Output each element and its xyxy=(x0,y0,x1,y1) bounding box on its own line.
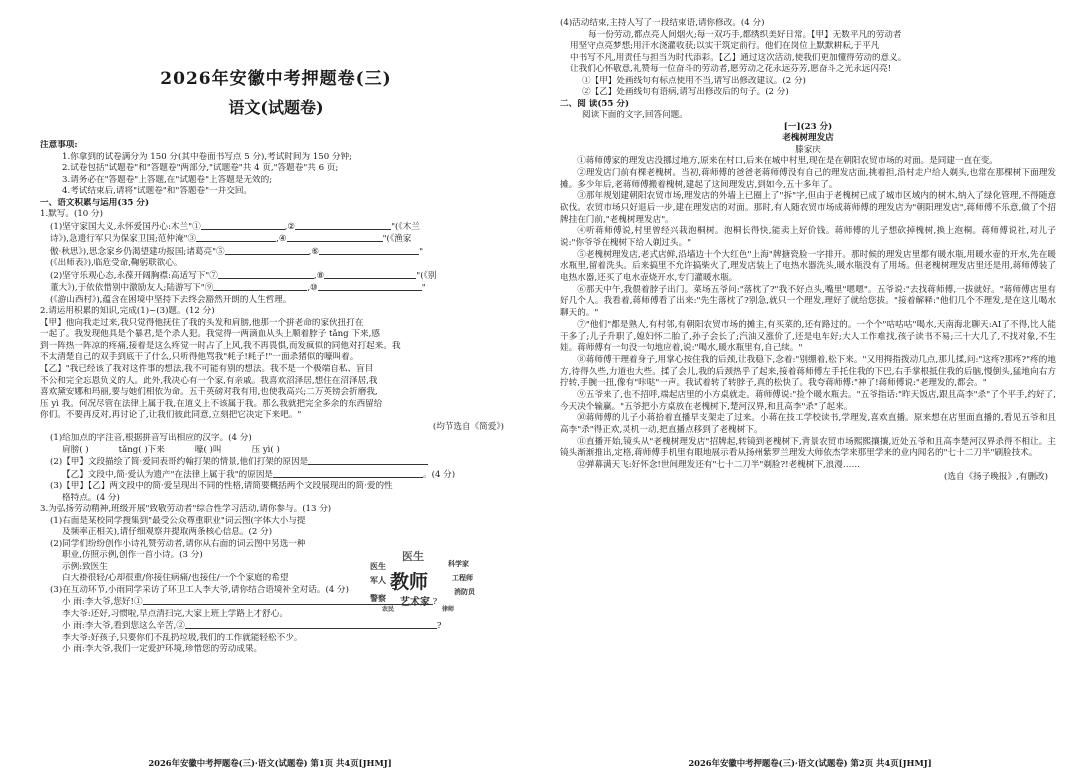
article-author: 滕家庆 xyxy=(795,144,821,155)
subquestion: 格特点。(4 分) xyxy=(62,492,120,503)
passage-source: (均节选自《简爱》) xyxy=(432,421,504,432)
dictation-line: 诗》),急遗行军只为保家卫国;范仲淹"③ ,④ "(《渔家 xyxy=(50,234,412,245)
dictation-line: 傲·秋思》),思念家乡仍渴望建功报国;诸葛亮"⑤ ,⑥ " xyxy=(50,246,424,257)
subquestion: ①【甲】处画线句有标点使用不当,请写出修改建议。(2 分) xyxy=(582,75,806,86)
pinyin-row: 肩膀( ) tǎng( )下来 嚎( )叫 压 yì( ) xyxy=(62,444,280,455)
word-cloud-term: 教师 xyxy=(390,571,429,593)
passage-line: 到一阵热一阵凉的疼痛,接着是这么疼觉一时占了上风,我不再畏惧,而发疯似的同他对打起来。我 xyxy=(40,340,401,351)
article-paragraph: ⑨五爷来了,也不招呼,端起店里的小方桌就走。蒋师傅说:"捡个暖水瓶去。"五爷指话:"昨天饭店,跟且高李"杀"了个平手,约好了,今天决个输赢。"五爷把小方桌放在老槐树下,楚河汉界,和且高李"杀"了起来。 xyxy=(560,389,1056,412)
example-poem: 白大褂很轻/心却很重/你接住病痛/也接住/一个个家庭的希望 xyxy=(62,573,289,584)
paper-subtitle: 语文(试题卷) xyxy=(228,97,324,117)
closing-text-line: 中书写不凡,用责任与担当为时代添彩。【乙】通过这次活动,使我们更加懂得劳动的意义。 xyxy=(570,52,907,63)
word-cloud-term: 律师 xyxy=(442,606,455,613)
reading-intro: 阅读下面的文字,回答问题。 xyxy=(582,110,688,121)
subquestion: (3)【甲】【乙】两文段中的简·爱呈现出不同的性格,请简要概括两个文段展现出的简·爱的性 xyxy=(50,481,393,492)
word-cloud-term: 消防员 xyxy=(454,588,475,596)
subquestion: 【乙】文段中,简·爱认为遗产"在法律上属于我"的原因是 。(4 分) xyxy=(62,469,456,480)
section-heading: 一、语文积累与运用(35 分) xyxy=(40,197,150,208)
passage-line: 不公和完全忘恩负义的人。此外,我决心有一个家,有亲戚。我喜欢沼泽居,想住在沼泽居,我 xyxy=(40,375,378,386)
question-heading: 1.默写。(10 分) xyxy=(40,209,103,220)
article-paragraph: ⑪直播开始,镜头从"老槐树理发店"招牌起,转镜到老槐树下,背景农贸市场熙熙攘攘,近处五爷和且高李楚河汉界杀得不相让。主镜头渐渐推出,定格,蒋师傅手机里有眼地展示看从扬州紫罗兰理发大师依杰学来那里学来的业内闻名的"七十二刀半"刷脸技术。 xyxy=(560,436,1056,459)
example-label: 示例:致医生 xyxy=(62,561,108,572)
notice-item: 2.试卷包括"试题卷"和"答题卷"两部分,"试题卷"共 4 页,"答题卷"共 6 页; xyxy=(62,163,339,174)
article-paragraph: ②理发店门前有棵老槐树。当初,蒋师傅的爸爸老蒋师傅没有自己的理发店面,挑着担,沿村走户给人剃头,也常在那棵树下面理发摊。多少年后,老蒋师傅搬着槐树,建起了这间理发店,到如今,五十多年了。 xyxy=(560,167,1056,190)
notice-item: 4.考试结束后,请将"试题卷"和"答题卷"一并交回。 xyxy=(62,186,253,197)
question-heading: 3.为弘扬劳动精神,班级开展"致敬劳动者"综合性学习活动,请你参与。(13 分) xyxy=(40,504,332,515)
word-cloud xyxy=(370,548,500,620)
article-source: (选自《扬子晚报》,有删改) xyxy=(944,471,1048,482)
passage-line: 不太清楚自己的双手到底干了什么,只听得他骂我"耗子!耗子!"一面杀猪似的嚎叫着。 xyxy=(40,352,359,363)
word-cloud-term: 科学家 xyxy=(448,560,469,568)
subquestion: (2)同学们纷纷创作小诗礼赞劳动者,请你从右面的词云图中另选一种 xyxy=(50,538,306,549)
word-cloud-term: 警察 xyxy=(370,594,386,603)
closing-text-line: 让我们心怀敬意,礼赞每一位奋斗的劳动者,愿劳动之花永远芬芳,愿奋斗之光永远闪亮! xyxy=(570,64,892,75)
page-right xyxy=(540,0,1080,777)
subquestion: (1)右面是某校同学搜集到"最受公众尊重职业"词云图(字体大小与提 xyxy=(50,515,306,526)
question-heading: 2.请运用积累的知识,完成(1)~(3)题。(12 分) xyxy=(40,306,215,317)
word-cloud-term: 军人 xyxy=(370,576,386,585)
article-paragraph: ④听蒋师傅说,村里曾经兴栽泡桐树。泡桐长得快,能卖上好价钱。蒋师傅的儿子想砍掉槐树,换上泡桐。蒋师傅说社,对儿子说:"你爷爷在槐树下给人剃过头。" xyxy=(560,226,1056,248)
passage-line: 压 yì 我。何况尽管在法律上属于我,在道义上不该属于我。那么我就把完全多余的东西留给 xyxy=(40,398,383,409)
subquestion: ②【乙】处画线句有语病,请写出修改后的句子。(2 分) xyxy=(582,87,789,98)
article-paragraph: ⑫弹幕满天飞:好怀念!世间理发还有"七十二刀半"剃脸?!老槐树下,浪漫…… xyxy=(577,460,861,471)
dictation-line: 董大》),于依依惜别中激励友人;陆游写下"⑨ ,⑩ " xyxy=(50,283,426,294)
subquestion: 职业,仿照示例,创作一首小诗。(3 分) xyxy=(62,550,203,561)
dialog-line: 小 雨:李大爷,看到您这么辛苦,② ? xyxy=(62,621,442,632)
passage-line: 喜欢黛安娜和玛丽,要与她们相依为命。五千英磅对我有用,也使我高兴;二万英镑会折磨我, xyxy=(40,387,378,398)
dialog-line: 小 雨:李大爷,我们一定爱护环境,珍惜您的劳动成果。 xyxy=(62,644,263,655)
article-paragraph: ⑥那天中午,我偎着脖子出门。菜场五爷问:"落枕了?"我不好点头,嘴里"嗯嗯"。五爷说:"去找蒋师傅,一拔就好。"蒋师傅店里有好几个人。我看着,蒋师傅看了出来:"先生落枕了?别急,就只一个理发,理好了就给您拔。"接着解释:"他们几个不理发,是在这儿喝水聊天的。" xyxy=(560,284,1056,319)
word-cloud-term: 农民 xyxy=(382,606,395,613)
closing-text-line: 用坚守点亮梦想;用汗水浇灌收获;以实干筑定前行。他们在岗位上默默耕耘,于平凡 xyxy=(570,41,880,52)
word-cloud-term: 工程师 xyxy=(452,574,473,582)
dictation-line: (2)坚守乐观心态,永葆开阔胸襟:高适写下"⑦ ,⑧ "(《别 xyxy=(50,270,437,281)
word-cloud-term: 医生 xyxy=(402,550,424,563)
article-paragraph: ⑦"他们"都是熟人,有村邻,有朝阳农贸市场的摊主,有买菜的,还有路过的。一个个"咕咕咕"喝水,天南海北聊天:AI了不得,比人能干多了;儿子升职了,媳妇怀二胎了,孙子会长了;汽油又涨价了,还是电车好;大人工作难找,孩子读书不易;三十大几了,不找对象,不生娃。蒋师傅有一句没一句地应着,说:"喝水,暖水瓶里有,自己续。" xyxy=(560,319,1056,354)
subquestion: (2)【甲】文段描绘了简·爱同表哥约翰打架的情景,他们打架的原因是 xyxy=(40,456,512,469)
passage-line: 【乙】"我已经该了我对这件事的想法,我不可能有别的想法。我不是一个极端自私、盲目 xyxy=(40,364,374,374)
notice-item: 3.请务必在"答题卷"上答题,在"试题卷"上答题是无效的; xyxy=(62,174,273,185)
dictation-line: (《游山西村》),蕴含在困境中坚持下去终会豁然开朗的人生哲理。 xyxy=(50,294,292,305)
dictation-line: (1)坚守家国大义,永怀爱国丹心:木兰"① ,② "(《木兰 xyxy=(50,221,420,232)
notice-item: 1.你拿到的试卷满分为 150 分(其中卷面书写点 5 分),考试时间为 150 分钟; xyxy=(62,151,353,162)
article-paragraph: ③那年规划建朝阳农贸市场,理发店的外墙上已圈上了"拆"字,但由于老槐树已成了城市区域内的树木,纳入了绿化管理,不得随意砍伐。农贸市场只好退后一步,建在理发店的对面。那时,有人随农贸市场成蒋师傅的理发店为"朝阳理发店",蒋师傅不乐意,做了个招牌挂在门前,"老槐树理发店"。 xyxy=(560,191,1056,225)
subquestion: (1)给加点的字注音,根据拼音写出相应的汉字。(4 分) xyxy=(50,433,252,444)
article-paragraph: ①蒋师傅家的理发店没挪过地方,原来在村口,后来在城中村里,现在是在朝阳农贸市场的对面。是同建一直在变。 xyxy=(577,156,998,167)
page-footer-left: 2026年安徽中考押题卷(三)·语文(试题卷) 第1页 共4页[JHMJ] xyxy=(148,757,392,768)
dialog-line: 李大爷:还好,习惯啦,早点清扫完,大家上班上学路上才舒心。 xyxy=(62,608,288,619)
article-paragraph: ⑤老槐树理发店,老式店鲜,沿墙边十个大红色"上海"牌搪瓷脸一字排开。那时候的理发店里都有暖水瓶,用暖水壶的开水,先在暖水瓶里,留着洗头。后来搞里不允许搞柴火了,理发店装上了电热水器洗头,暖水瓶没有了用场。但老槐树理发店里还是用,蒋师傅装了电热水器,还买了电水壶烧开水,专门灌暖水瓶。 xyxy=(560,249,1056,284)
section-heading: 二、阅 读(55 分) xyxy=(560,98,630,109)
dialog-line: 李大爷:好孩子,只要你们不乱扔垃圾,我们的工作就能轻松不少。 xyxy=(62,632,303,643)
notice-heading: 注意事项: xyxy=(40,140,78,151)
article-paragraph: ⑧蒋师傅干理着身子,用掌心按住我的后颈,让我稳下,念着:"别绷着,松下来。"又用拇指拨动几点,那儿揉,问:"这疼?那疼?"疼的地方,待得久些,力道也大些。揉了会儿,我的后颈热乎了起来,接着蒋师傅左手托住我的下巴,右手掌根抵住我的后脑,慢倒头,猛地向右方拧转,手腕一扭,像有"咔哒"一声。我试着转了转脖子,真的松快了。我夸蒋师傅:"神了!蒋师傅说:"老理发的,都会。" xyxy=(560,354,1056,389)
paper-title: 2026年安徽中考押题卷(三) xyxy=(160,69,392,89)
part-label: [一](23 分) xyxy=(783,121,833,132)
passage-line: 你们。不要再反对,再讨论了,让我们彼此同意,立刻把它决定下来吧。" xyxy=(40,410,302,421)
word-cloud-term: 医生 xyxy=(370,562,386,571)
subquestion: (3)在互动环节,小雨同学采访了环卫工人李大爷,请你结合语境补全对话。(4 分) xyxy=(50,584,349,595)
closing-text-line: 每一份劳动,都点亮人间烟火;每一双巧手,都绣织美好日常。【甲】无数平凡的劳动者 xyxy=(588,29,902,40)
dialog-line: 小 雨:李大爷,您好!① ? xyxy=(62,597,438,608)
subquestion: (4)活动结束,主持人写了一段结束语,请你修改。(4 分) xyxy=(560,18,765,28)
article-paragraph: ⑩蒋师傅的儿子小蒋拾着直播早支架走了过来。小蒋在技工学校读书,学理发,喜欢直播。原来想在店里面直播的,看见五爷和且高李"杀"得正欢,灵机一动,把直播点移到了老槐树下。 xyxy=(560,413,1056,435)
subquestion: 及频率正相关),请仔细观察并提取两条核心信息。(2 分) xyxy=(62,527,273,538)
page-footer-right: 2026年安徽中考押题卷(三)·语文(试题卷) 第2页 共4页[JHMJ] xyxy=(688,757,932,768)
passage-line: 一起了。我发现他具是个暴君,是个杀人犯。我觉得一两滴血从头上顺着脖子 tǎng 下来,感 xyxy=(40,329,380,340)
article-title: 老槐树理发店 xyxy=(782,133,834,144)
dictation-line: (《出师表》),临危受命,鞠躬联欲心。 xyxy=(50,258,183,269)
passage-line: 【甲】他向我走过来,我只觉得他抚住了我的头发和肩膀,他那一个拼老命的家伙扭打在 xyxy=(40,317,364,328)
word-cloud-term: 艺术家 xyxy=(400,597,430,608)
